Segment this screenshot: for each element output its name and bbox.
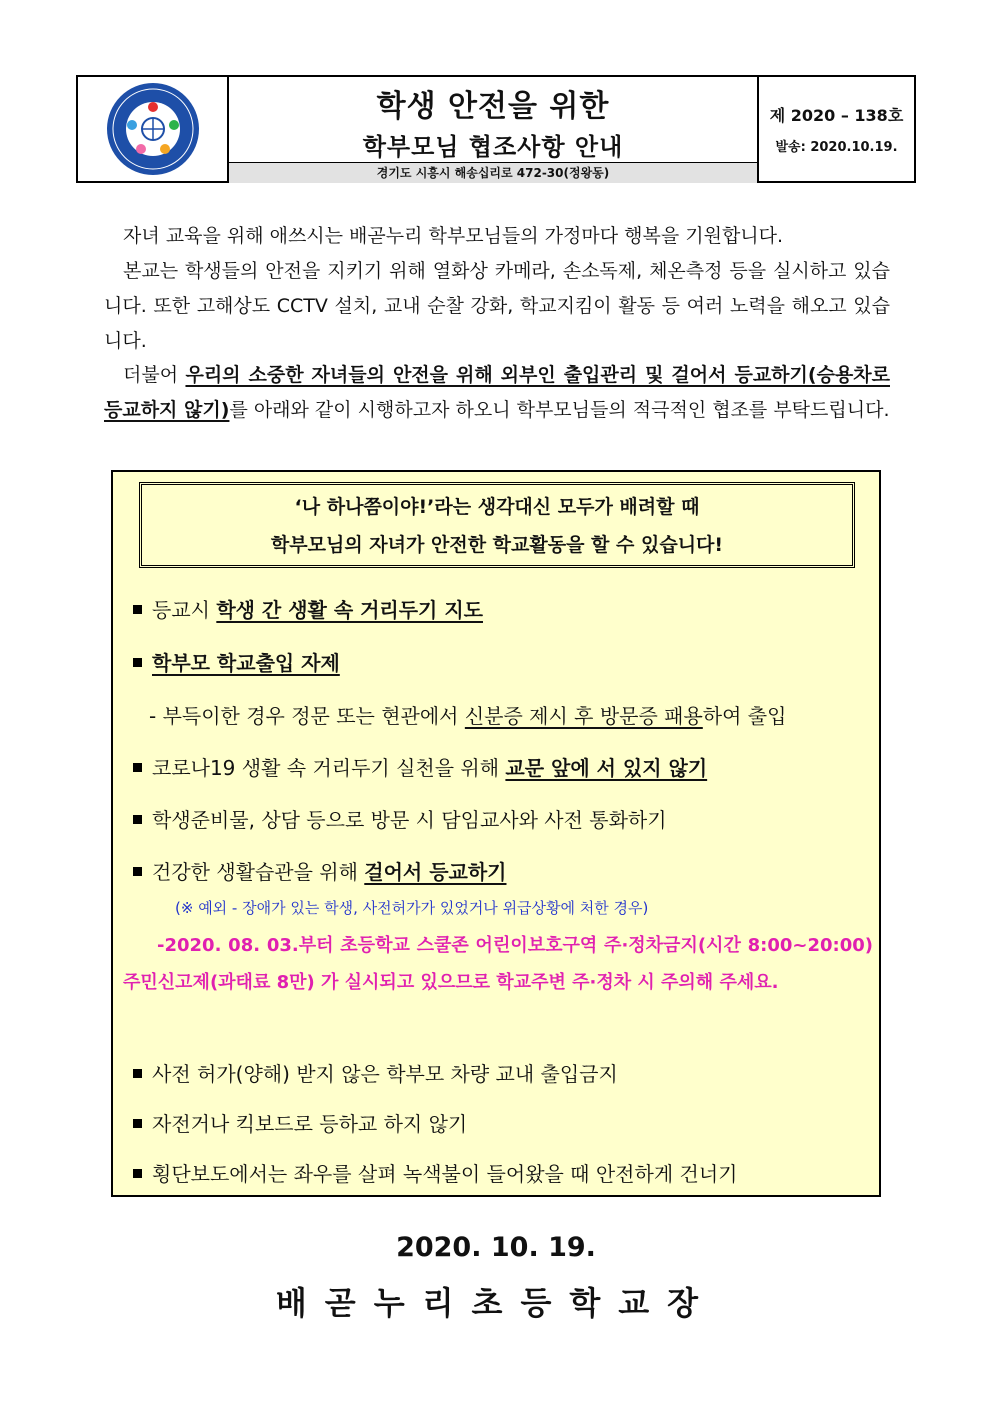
bullet-square-icon: [133, 1069, 142, 1078]
request-tail: 를 아래와 같이 시행하고자 하오니 학부모님들의 적극적인 협조를 부탁드립니다.: [229, 399, 890, 421]
document-subtitle: 학부모님 협조사항 안내: [362, 133, 624, 161]
slogan-line-1: ‘나 하나쯤이야!’라는 생각대신 모두가 배려할 때: [294, 496, 700, 518]
bullet-square-icon: [133, 1119, 142, 1128]
guideline-item: 건강한 생활습관을 위해 걸어서 등교하기: [133, 856, 506, 885]
bullet-square-icon: [133, 605, 142, 614]
efforts-paragraph: 본교는 학생들의 안전을 지키기 위해 열화상 카메라, 손소독제, 체온측정 등을 실시하고 있습니다. 또한 고해상도 CCTV 설치, 교내 순찰 강화, 학교지킴이 활동 등 여러 노력을 해오고 있습니다.: [104, 260, 890, 352]
bullet-square-icon: [133, 763, 142, 772]
school-address: 경기도 시흥시 해송십리로 472-30(정왕동): [229, 162, 757, 183]
request-highlight: 우리의 소중한 자녀들의 안전을 위해 외부인 출입관리 및 걸어서 등교하기(승용차로 등교하지 않기): [104, 364, 890, 421]
principal-signature: 배곧누리초등학교장: [275, 1284, 717, 1322]
bullet-square-icon: [133, 815, 142, 824]
title-cell: [229, 77, 759, 181]
letterhead: [76, 75, 916, 183]
guideline-item: 코로나19 생활 속 거리두기 실천을 위해 교문 앞에 서 있지 않기: [133, 752, 707, 781]
bullet-square-icon: [133, 867, 142, 876]
issue-date: 발송: 2020.10.19.: [775, 140, 898, 155]
guideline-item: 학생준비물, 상담 등으로 방문 시 담임교사와 사전 통화하기: [133, 804, 667, 833]
document-number: 제 2020 – 138호: [769, 106, 904, 125]
school-logo: [105, 81, 201, 177]
guidelines-box: [111, 470, 881, 1197]
greeting-paragraph: 자녀 교육을 위해 애쓰시는 배곧누리 학부모님들의 가정마다 행복을 기원합니다.: [123, 225, 784, 247]
exception-note: (※ 예외 - 장애가 있는 학생, 사전허가가 있었거나 위급상황에 처한 경우): [175, 899, 649, 917]
slogan-banner: [139, 482, 855, 568]
bullet-square-icon: [133, 658, 142, 667]
guideline-subitem: - 부득이한 경우 정문 또는 현관에서 신분증 제시 후 방문증 패용하여 출입: [149, 704, 787, 728]
footer-date: 2020. 10. 19.: [396, 1232, 596, 1263]
school-logo-cell: [78, 77, 229, 181]
school-zone-notice: -2020. 08. 03.부터 초등학교 스쿨존 어린이보호구역 주·정차금지(시간 8:00~20:00) 주민신고제(과태료 8만) 가 실시되고 있으므로 학교주변 주·정차 시 주의해 주세요.: [123, 935, 873, 993]
request-paragraph: [104, 358, 890, 428]
slogan-line-2: 학부모님의 자녀가 안전한 학교활동을 할 수 있습니다!: [270, 534, 724, 556]
guideline-item: 학부모 학교출입 자제: [133, 647, 340, 676]
bullet-square-icon: [133, 1169, 142, 1178]
guideline-item: 등교시 학생 간 생활 속 거리두기 지도: [133, 594, 483, 623]
document-title: 학생 안전을 위한: [376, 89, 610, 124]
guideline-item: 횡단보도에서는 좌우를 살펴 녹색불이 들어왔을 때 안전하게 건너기: [133, 1158, 737, 1187]
guideline-item: 사전 허가(양해) 받지 않은 학부모 차량 교내 출입금지: [133, 1058, 618, 1087]
doc-number-cell: [759, 77, 914, 181]
request-lead: 더불어: [123, 364, 186, 386]
guideline-item: 자전거나 킥보드로 등하교 하지 않기: [133, 1108, 467, 1137]
